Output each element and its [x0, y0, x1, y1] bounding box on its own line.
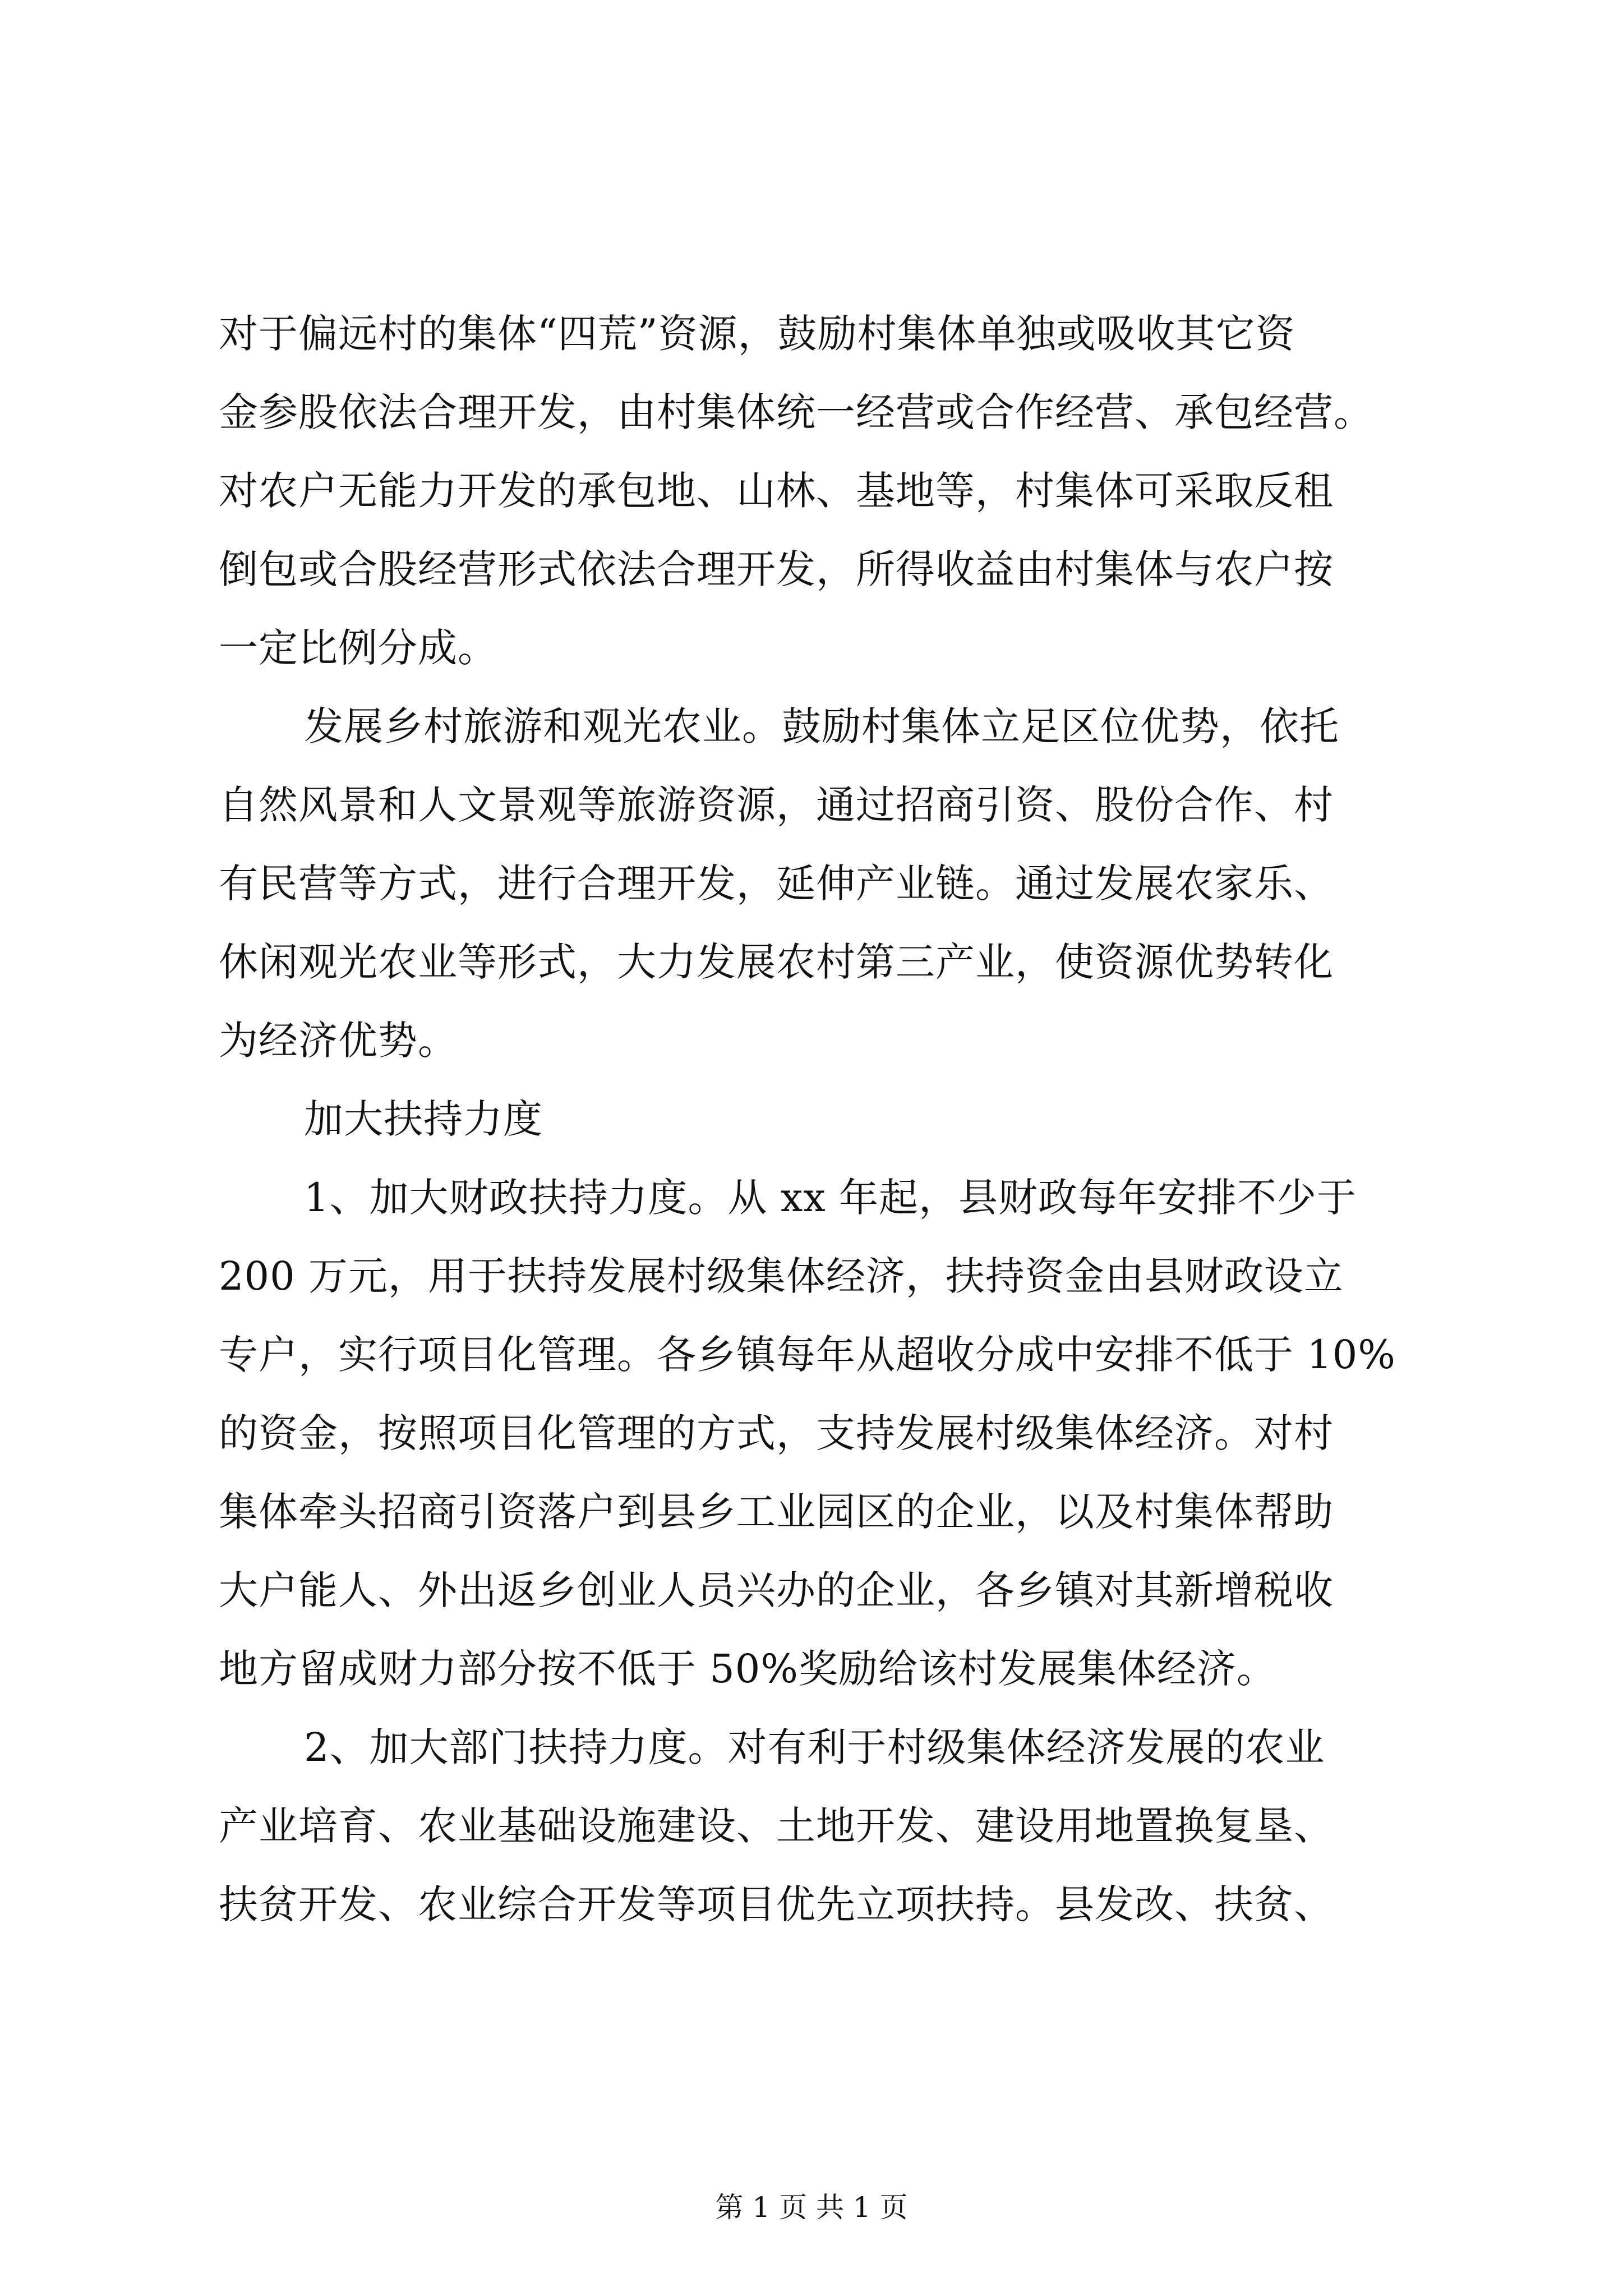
text-line: 为经济优势。 [219, 1018, 458, 1064]
text-line: 自然风景和人文景观等旅游资源，通过招商引资、股份合作、村 [219, 782, 1334, 828]
text-line: 对于偏远村的集体“四荒”资源，鼓励村集体单独或吸收其它资 [219, 311, 1295, 357]
text-line: 一定比例分成。 [219, 625, 497, 671]
text-line: 发展乡村旅游和观光农业。鼓励村集体立足区位优势，依托 [304, 703, 1339, 749]
text-line: 200 万元，用于扶持发展村级集体经济，扶持资金由县财政设立 [219, 1253, 1344, 1299]
text-line: 2、加大部门扶持力度。对有利于村级集体经济发展的农业 [304, 1724, 1325, 1770]
text-line: 休闲观光农业等形式，大力发展农村第三产业，使资源优势转化 [219, 939, 1334, 985]
text-line: 集体牵头招商引资落户到县乡工业园区的企业，以及村集体帮助 [219, 1489, 1334, 1535]
text-line: 有民营等方式，进行合理开发，延伸产业链。通过发展农家乐、 [219, 861, 1334, 907]
section-heading: 加大扶持力度 [304, 1096, 543, 1142]
page-number-footer: 第 1 页 共 1 页 [715, 2191, 908, 2224]
text-line: 倒包或合股经营形式依法合理开发，所得收益由村集体与农户按 [219, 546, 1334, 592]
text-line: 大户能人、外出返乡创业人员兴办的企业，各乡镇对其新增税收 [219, 1567, 1334, 1613]
text-line: 对农户无能力开发的承包地、山林、基地等，村集体可采取反租 [219, 468, 1334, 514]
text-line: 金参股依法合理开发，由村集体统一经营或合作经营、承包经营。 [219, 389, 1373, 435]
text-line: 扶贫开发、农业综合开发等项目优先立项扶持。县发改、扶贫、 [219, 1881, 1334, 1927]
text-line: 产业培育、农业基础设施建设、土地开发、建设用地置换复垦、 [219, 1803, 1334, 1849]
text-line: 1、加大财政扶持力度。从 xx 年起，县财政每年安排不少于 [304, 1175, 1357, 1221]
document-body [219, 295, 1424, 1944]
text-line: 的资金，按照项目化管理的方式，支持发展村级集体经济。对村 [219, 1410, 1334, 1456]
text-line: 地方留成财力部分按不低于 50%奖励给该村发展集体经济。 [219, 1646, 1276, 1692]
text-line: 专户，实行项目化管理。各乡镇每年从超收分成中安排不低于 10% [219, 1332, 1396, 1378]
